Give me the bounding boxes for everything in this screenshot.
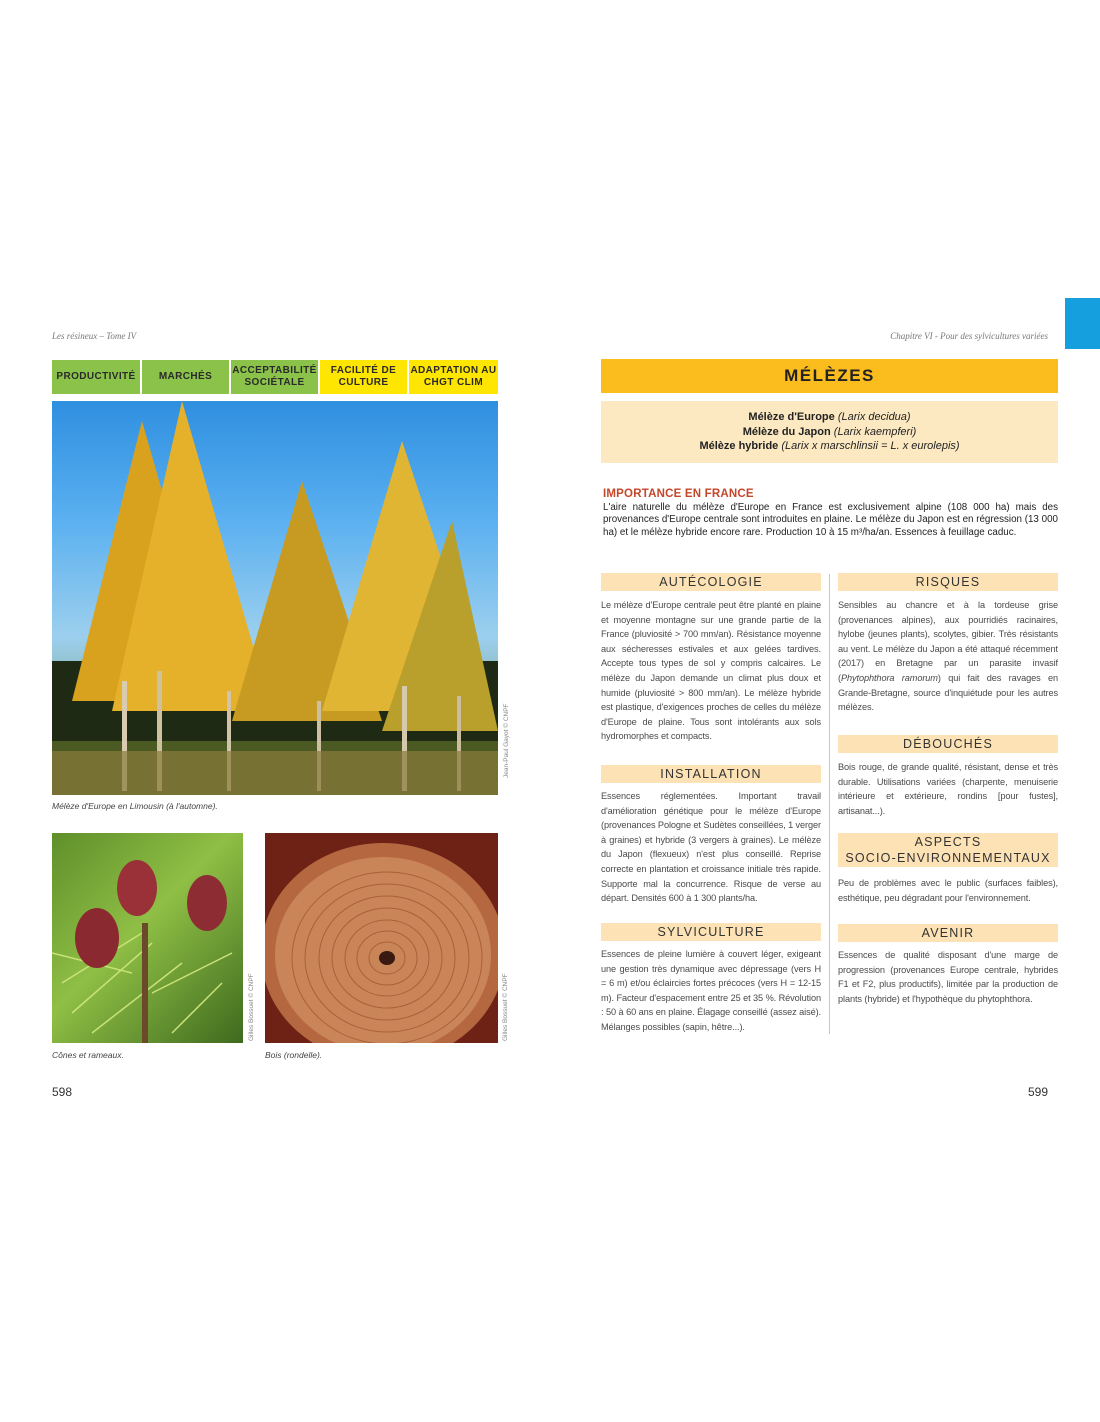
section-title-installation: INSTALLATION	[601, 765, 821, 783]
section-title-avenir: AVENIR	[838, 924, 1058, 942]
photo-caption-main: Mélèze d'Europe en Limousin (à l'automne).	[52, 801, 218, 811]
photo-credit-cones: Gilles Bossuet © CNPF	[248, 973, 255, 1041]
photo-caption-wood: Bois (rondelle).	[265, 1050, 323, 1060]
wood-slice-photo	[265, 833, 498, 1043]
species-box	[601, 401, 1058, 463]
section-body-avenir: Essences de qualité disposant d'une marge de progression (provenances Europe centrale, hybrides F1 et F2, plus productifs), limitée par la production de plants (hybride) et l'hypothèque du phytophthora.	[838, 950, 1058, 1004]
section-title-sylviculture: SYLVICULTURE	[601, 923, 821, 941]
section-title-aspects: ASPECTS SOCIO-ENVIRONNEMENTAUX	[838, 833, 1058, 867]
page-title: MÉLÈZES	[601, 359, 1058, 393]
section-body-sylviculture: Essences de pleine lumière à couvert léger, exigeant une gestion très dynamique avec dépressage (vers H = 6 m) et/ou éclaircies fortes précoces (vers H = 12-15 m). Facteur d'espacement entre 25 et 35 %. Révolution : 50 à 60 ans en plaine. Élagage conseillé (assez aisé). Mélanges possibles (sapin, hêtre...).	[601, 949, 821, 1032]
photo-caption-cones: Cônes et rameaux.	[52, 1050, 124, 1060]
larch-forest-photo	[52, 401, 498, 795]
criterion-acceptabilite: ACCEPTABILITÉ SOCIÉTALE	[231, 360, 320, 394]
section-body-aspects: Peu de problèmes avec le public (surfaces faibles), esthétique, peu dégradant pour l'environnement.	[838, 878, 1058, 903]
section-title-risques: RISQUES	[838, 573, 1058, 591]
photo-credit-wood: Gilles Bossuet © CNPF	[502, 973, 509, 1041]
species-line-europe: Mélèze d'Europe (Larix decidua)	[748, 411, 911, 424]
criteria-bar	[52, 360, 498, 394]
criterion-facilite: FACILITÉ DE CULTURE	[320, 360, 409, 394]
section-body-debouches: Bois rouge, de grande qualité, résistant, dense et très durable. Utilisations variées (charpente, menuiserie intérieure et extérieure, rondins [pour fustes], artisanat...).	[838, 762, 1058, 816]
importance-title: IMPORTANCE EN FRANCE	[603, 488, 754, 500]
species-line-hybride: Mélèze hybride (Larix x marschlinsii = L. x eurolepis)	[699, 440, 960, 453]
section-body-installation: Essences réglementées. Important travail d'amélioration génétique pour le mélèze d'Europe (provenances Pologne et Sudètes conseillées, 1 verger à graines) et hybride (3 vergers à graines). Le mélèze du Japon (flexueux) n'est plus conseillé. Reprise correcte en plantation et croissance initiale très rapide. Supporte mal la concurrence. Risque de verse au départ. Densités 600 à 1 300 plants/ha.	[601, 791, 821, 904]
running-head-left: Les résineux – Tome IV	[52, 331, 137, 341]
section-title-debouches: DÉBOUCHÉS	[838, 735, 1058, 753]
chapter-tab	[1065, 298, 1100, 349]
page-number-left: 598	[52, 1085, 73, 1099]
criterion-marches: MARCHÉS	[142, 360, 231, 394]
section-title-autecologie: AUTÉCOLOGIE	[601, 573, 821, 591]
page-number-right: 599	[1027, 1085, 1048, 1099]
species-line-japon: Mélèze du Japon (Larix kaempferi)	[742, 425, 917, 438]
running-head-right: Chapitre VI - Pour des sylvicultures variées	[890, 331, 1048, 341]
criterion-adaptation: ADAPTATION AU CHGT CLIM	[409, 360, 498, 394]
importance-body: L'aire naturelle du mélèze d'Europe en France est exclusivement alpine (108 000 ha) mais des provenances d'Europe centrale sont introduites en plaine. Le mélèze du Japon est en régression (13 000 ha) et le mélèze hybride encore rare. Production 10 à 15 m³/ha/an. Essences à feuillage caduc.	[603, 502, 1058, 538]
column-divider	[829, 574, 830, 1034]
section-body-autecologie: Le mélèze d'Europe centrale peut être planté en plaine et moyenne montagne sur une grande partie de la France (pluviosité > 700 mm/an). Résistance moyenne aux sécheresses estivales et aux gelées tardives. Accepte tous types de sol y compris calcaires. Le mélèze du Japon demande un climat plus doux et humide (pluviosité > 800 mm/an). Le mélèze hybride est plastique, d'exigences proches de celles du mélèze d'Europe de plaine. Tous sont intolérants aux sols hydromorphes et compacts.	[601, 600, 821, 742]
cones-photo	[52, 833, 243, 1043]
section-body-risques: Sensibles au chancre et à la tordeuse grise (provenances alpines), aux pourridiés racinaires, hylobe (jeunes plants), scolytes, gibier. Très résistants au vent. Le mélèze du Japon a été attaqué récemment (2017) en Bretagne par un parasite invasif (Phytophthora ramorum) qui fait des ravages en Grande-Bretagne, source d'inquiétude pour les autres mélèzes.	[838, 600, 1058, 713]
criterion-productivite: PRODUCTIVITÉ	[52, 360, 142, 394]
photo-credit-main: Jean-Paul Gayot © CNPF	[503, 703, 510, 778]
